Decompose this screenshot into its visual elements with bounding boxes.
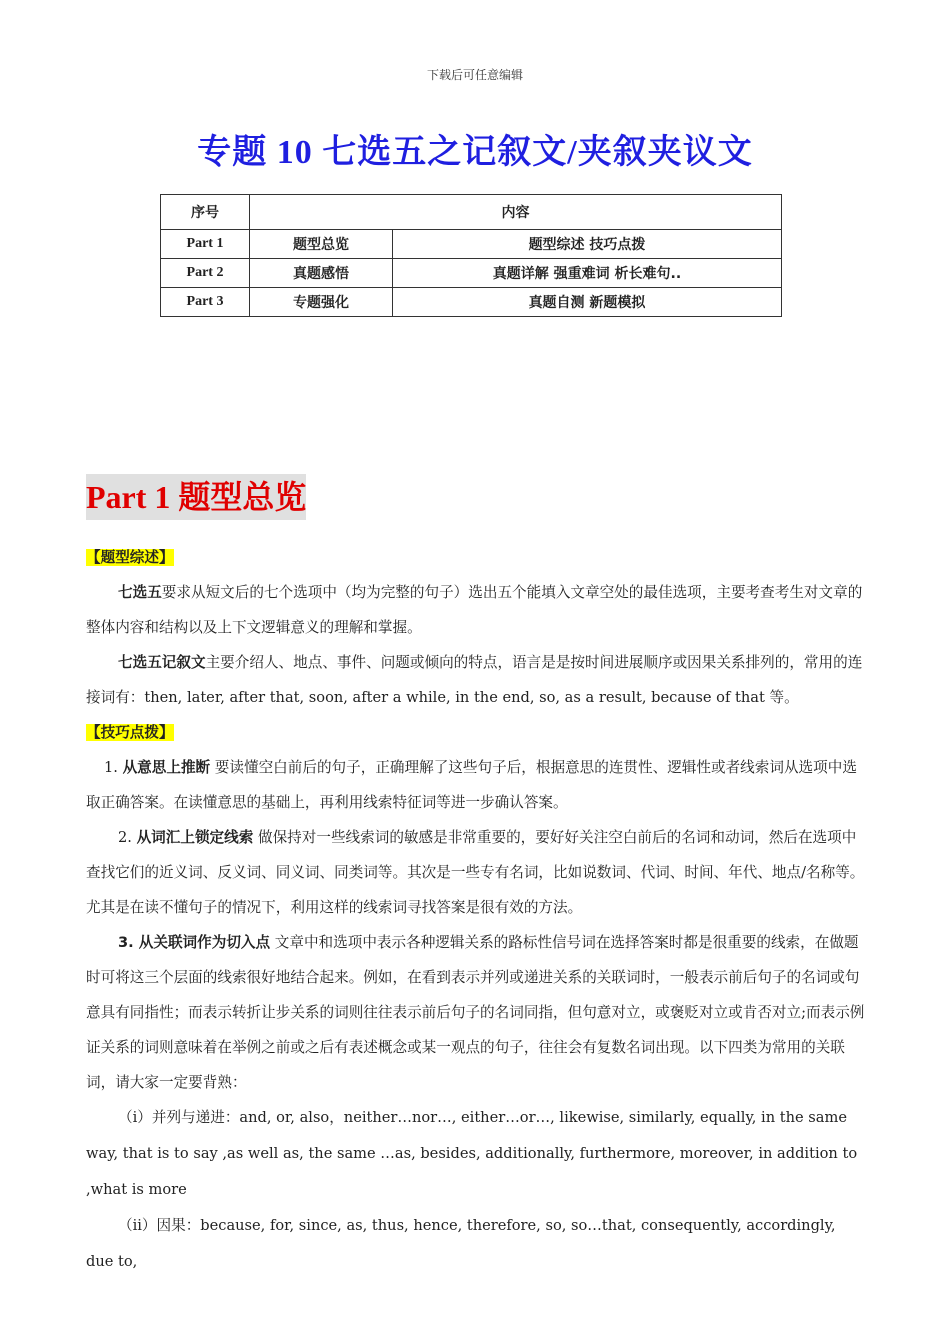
tip-2 [86,820,866,925]
table-header-row [161,195,782,230]
keyword: 七选五记叙文 [118,654,206,671]
row-name: 专题强化 [250,288,393,317]
tip-number: 2. [118,829,137,846]
table-row [161,259,782,288]
tip-text: 做保持对一些线索词的敏感是非常重要的，要好好关注空白前后的名词和动词，然后在选项中查找它们的近义词、反义词、同义词、同类词等。其次是一些专有名词，比如说数词、代词、时间、年代、地点/名称等。尤其是在读不懂句子的情况下，利用这样的线索词寻找答案是很有效的方法。 [86,829,865,916]
connective-list-item-1: （i）并列与递进：and, or, also，neither…nor…, either…or…, likewise, similarly, equally, in the same way, that is to say ,as well as, the same …as, besides, additionally, furthermore, moreover, in addition to ,what is more [86,1109,858,1198]
row-number: Part 1 [161,230,250,259]
tip-number: 1. [104,759,123,776]
row-description: 真题自测 新题模拟 [393,288,782,317]
tip-text: 文章中和选项中表示各种逻辑关系的路标性信号词在选择答案时都是很重要的线索，在做题时可将这三个层面的线索很好地结合起来。例如，在看到表示并列或递进关系的关联词时，一般表示前后句子的名词或句意具有同指性；而表示转折让步关系的词则往往表示前后句子的名词同指，但句意对立，或褒贬对立或肯否对立;而表示例证关系的词则意味着在举例之前或之后有表述概念或某一观点的句子，往往会有复数名词出现。以下四类为常用的关联词，请大家一定要背熟： [86,934,865,1091]
row-name: 题型总览 [250,230,393,259]
part1-heading: Part 1 题型总览 [86,474,306,520]
contents-table [160,194,782,317]
row-number: Part 3 [161,288,250,317]
tip-title: 从词汇上锁定线索 [136,829,254,846]
tip-title: 3. 从关联词作为切入点 [118,934,271,951]
tips-section-tag [86,715,866,750]
paragraph-text: 要求从短文后的七个选项中（均为完整的句子）选出五个能填入文章空处的最佳选项，主要考查考生对文章的整体内容和结构以及上下文逻辑意义的理解和掌握。 [86,584,863,636]
overview-section-tag [86,540,866,575]
row-description: 真题详解 强重难词 析长难句.. [393,259,782,288]
table-row [161,230,782,259]
tip-title: 从意思上推断 [122,759,211,776]
part1-content [86,540,866,1280]
tip-3 [86,925,866,1100]
row-description: 题型综述 技巧点拨 [393,230,782,259]
table-row [161,288,782,317]
header-note: 下载后可任意编辑 [426,68,523,82]
row-name: 真题感悟 [250,259,393,288]
row-number: Part 2 [161,259,250,288]
tip-text: 要读懂空白前后的句子，正确理解了这些句子后，根据意思的连贯性、逻辑性或者线索词从选项中选取正确答案。在读懂意思的基础上，再利用线索特征词等进一步确认答案。 [86,759,857,811]
paragraph-text: 主要介绍人、地点、事件、问题或倾向的特点，语言是是按时间进展顺序或因果关系排列的，常用的连接词有：then, later, after that, soon, after a while, in the end, so, as a result, because of that 等。 [86,654,863,706]
tip-1 [86,750,866,820]
page-title: 专题 10 七选五之记叙文/夹叙夹议文 [197,134,753,171]
overview-paragraph-2 [86,645,866,715]
connective-list-item-2: （ii）因果：because, for, since, as, thus, hence, therefore, so, so…that, consequently, accordingly, due to, [86,1217,836,1270]
overview-paragraph-1 [86,575,866,645]
keyword: 七选五 [118,584,162,601]
overview-tag: 【题型综述】 [86,549,174,566]
table-header-number: 序号 [161,195,250,230]
tips-tag: 【技巧点拨】 [86,724,174,741]
table-header-content: 内容 [250,195,782,230]
